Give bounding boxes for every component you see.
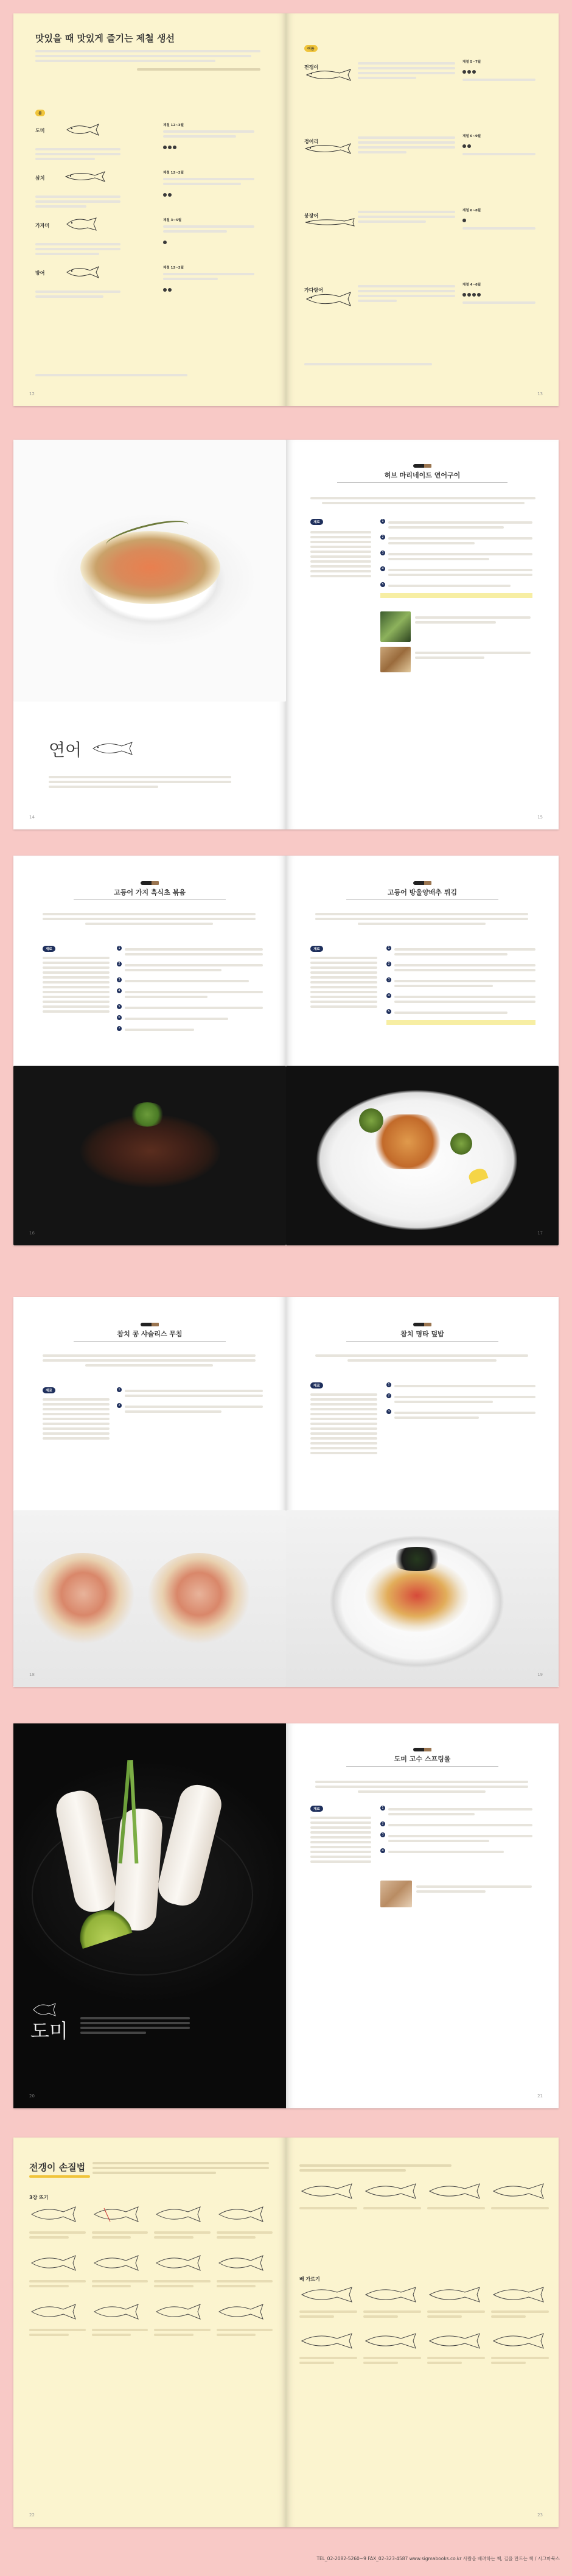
recipe-step: 4 [117,988,263,1001]
fish-name: 전갱이 [304,65,319,70]
page-number: 20 [29,2094,35,2099]
recipe-step: 3 [386,977,535,990]
recipe-step: 2 [117,1403,263,1415]
spread-mackerel [13,856,559,1245]
prep-step [491,2180,549,2212]
prep-step [491,2284,549,2320]
knife-icon [141,1323,159,1326]
fish-sketch-icon [299,2330,354,2352]
ingredient-list [310,1814,371,1865]
rating-dots [462,287,535,299]
step-grid-top [299,2180,549,2265]
recipe-step: 3 [380,551,532,563]
season-month: 제철 12~2월 [163,266,184,270]
recipe-header [286,1748,559,1767]
knife-icon [413,464,431,468]
fish-label: 연어 [49,740,82,760]
recipe-step: 4 [380,1848,532,1856]
fish-entry [304,134,542,208]
recipe-step: 1 [117,946,263,958]
knife-icon [413,881,431,885]
step-grid-bottom [299,2284,549,2497]
prep-step [29,2251,86,2290]
prep-step [92,2251,148,2290]
recipe-step: 3 [380,1832,532,1845]
recipe-title: 참치 콩 샤슬리스 무침 [117,1330,183,1338]
tray-caption [415,649,531,661]
recipe-step: 1 [380,1806,532,1818]
prep-step [427,2330,485,2367]
page-left [13,856,286,1245]
recipe-step: 2 [117,962,263,974]
fish-list [35,123,273,313]
fish-entry [304,60,542,134]
recipe-title: 고등어 가지 흑식초 볶음 [114,889,186,896]
ingredients-badge: 재료 [43,946,55,952]
fish-sketch-icon [363,2180,418,2202]
fish-name: 정어리 [304,139,319,144]
recipe-header [13,881,286,900]
rating-dots [163,283,254,294]
page-number: 17 [537,1231,543,1236]
fish-illustration-icon [65,266,101,279]
prep-step [363,2284,421,2320]
page-number: 16 [29,1231,35,1236]
fish-entry [35,266,273,313]
recipe-step: 2 [380,1821,532,1829]
fish-illustration-icon [304,217,355,228]
recipe-title: 허브 마리네이드 연어구이 [384,471,461,479]
recipe-title: 고등어 방울양배추 튀김 [388,889,457,896]
section-label: 3장 뜨기 [29,2195,49,2200]
recipe-title: 참치 명타 덮밥 [400,1330,444,1338]
recipe-header [286,881,559,900]
fish-illustration-icon [304,143,353,155]
fish-sketch-icon [154,2202,203,2226]
fish-name: 붕장어 [304,213,319,219]
page-right [286,440,559,829]
page-number: 13 [537,392,543,396]
prep-step [217,2251,273,2290]
tuna-rice-bowl-photo [286,1510,559,1687]
prep-step [491,2330,549,2367]
salmon-dish-photo [13,440,286,702]
recipe-step: 4 [380,566,532,579]
recipe-steps [386,1382,535,1425]
recipe-step: 3 [386,1409,535,1421]
page-title: 맛있을 때 맛있게 즐기는 제철 생선 [35,33,175,44]
recipe-step: 5 [117,1004,263,1012]
page-number: 23 [537,2513,543,2518]
recipe-step: 2 [386,1393,535,1406]
season-month: 제철 12~3월 [163,124,184,127]
fish-sketch-icon [299,2180,354,2202]
ingredients-badge: 재료 [310,519,323,525]
spread-fish-prep [13,2138,559,2527]
fish-sketch-icon [363,2284,418,2306]
eggplant-dish-photo [13,1066,286,1245]
season-month: 제철 5~7월 [462,60,481,64]
prep-step [154,2300,211,2338]
ingredient-list [310,1391,377,1457]
recipe-intro [43,910,256,927]
fish-list [304,60,542,357]
page-left [13,13,286,406]
fish-sketch-icon [217,2300,265,2324]
recipe-step: 7 [117,1026,263,1033]
recipe-header [286,1323,559,1342]
ingredients-badge: 재료 [43,1387,55,1393]
season-chip: 봄 [35,110,45,116]
recipe-step: 3 [117,977,263,985]
page-left [13,1297,286,1687]
page-number: 15 [537,815,543,820]
ingredient-list [43,1396,110,1442]
fish-sketch-icon [427,2330,482,2352]
fish-sketch-icon [29,2251,78,2275]
ingredient-list [310,529,371,580]
ingredient-list [43,954,110,1015]
season-chip: 여름 [304,45,318,52]
recipe-steps [117,1387,263,1419]
page-number: 22 [29,2513,35,2518]
footnote [35,371,187,379]
intro-note [35,66,260,73]
footnote [304,361,432,368]
fish-sketch-icon [92,2300,141,2324]
fish-entry [35,171,273,218]
spring-roll-photo [13,1723,286,2108]
page-number: 14 [29,815,35,820]
prep-step [154,2251,211,2290]
fish-name: 가자미 [35,223,50,228]
recipe-intro [315,1352,528,1364]
fish-sketch-icon [363,2330,418,2352]
page-left [13,2138,286,2527]
recipe-steps [380,519,532,598]
recipe-step: 5 [386,1009,535,1016]
fish-sketch-icon [491,2284,546,2306]
fish-sketch-icon [299,2284,354,2306]
recipe-step: 1 [386,946,535,958]
season-month: 제철 6~9월 [462,135,481,138]
rating-dots [462,65,535,76]
prep-step [92,2300,148,2338]
prep-step [427,2284,485,2320]
ingredients-badge: 재료 [310,1806,323,1812]
page-right [286,2138,559,2527]
season-month: 제철 12~2월 [163,171,184,175]
page-number: 12 [29,392,35,396]
step-grid [29,2202,273,2507]
recipe-step: 5 [380,582,532,589]
rating-dots [163,235,254,247]
prep-step [154,2202,211,2241]
rice-paper-photo [380,1881,412,1907]
spread-tuna [13,1297,559,1687]
knife-icon [413,1323,431,1326]
fish-name: 가다랑어 [304,287,323,293]
rating-dots [163,188,254,199]
sea-bream-illustration-icon [32,2002,57,2017]
season-month: 제철 6~8월 [462,209,481,213]
prep-step [29,2202,86,2241]
recipe-title: 도미 고수 스프링롤 [394,1755,451,1763]
tray-photo [380,647,411,672]
recipe-step: 1 [386,1382,535,1390]
fish-sketch-icon [29,2300,78,2324]
fish-illustration-icon [65,171,107,183]
page-number: 19 [537,1672,543,1677]
fish-name: 삼치 [35,175,45,181]
rice-paper-caption [416,1883,532,1895]
section-heading [29,2190,49,2201]
recipe-intro [310,494,535,507]
recipe-header [13,1323,286,1342]
prep-step [427,2180,485,2212]
fish-illustration-icon [65,123,101,136]
tuna-bean-salad-photo [13,1510,286,1687]
recipe-intro [315,910,528,927]
prep-step [217,2300,273,2338]
fish-sketch-icon [154,2251,203,2275]
section-heading [299,2272,320,2283]
fish-label: 도미 [30,2019,68,2043]
fish-name: 방어 [35,270,45,276]
fish-sketch-icon [217,2251,265,2275]
spread-sea-bream [13,1723,559,2108]
recipe-step: 2 [386,962,535,974]
page-right [286,1297,559,1687]
prep-step [299,2330,357,2367]
fish-illustration-icon [304,68,353,82]
fish-sketch-icon [491,2330,546,2352]
fish-sketch-icon [154,2300,203,2324]
page-left [13,440,286,829]
fish-entry [304,208,542,283]
recipe-header [286,464,559,483]
fish-name: 도미 [35,128,45,133]
recipe-step: 6 [117,1015,263,1022]
intro-text [49,773,231,790]
intro-text [35,48,260,65]
recipe-step: 4 [386,993,535,1005]
prep-step [92,2202,148,2241]
page-title: 전갱이 손질법 [29,2162,86,2173]
fish-sketch-icon [92,2251,141,2275]
page-right [286,856,559,1245]
ingredients-badge: 재료 [310,946,323,952]
season-month: 제철 4~6월 [462,283,481,287]
recipe-intro [315,1778,528,1795]
fish-sketch-icon [491,2180,546,2202]
section-label: 배 가르기 [299,2276,320,2282]
rating-dots [462,213,535,225]
intro-text [299,2162,452,2174]
recipe-step: 2 [380,535,532,547]
recipe-steps [386,946,535,1025]
page-number: 21 [537,2094,543,2099]
prep-step [217,2202,273,2241]
page-right [286,1723,559,2108]
recipe-steps [380,1806,532,1859]
fish-sketch-icon [427,2180,482,2202]
fish-entry [35,123,273,171]
prep-step [299,2180,357,2212]
fried-mackerel-photo [286,1066,559,1245]
fish-illustration-icon [65,217,99,231]
fish-sketch-icon [217,2202,265,2226]
rating-dots [163,140,254,152]
fish-sketch-icon [29,2202,78,2226]
page-right [286,13,559,406]
herb-caption [415,614,531,626]
spread-seasonal-fish [13,13,559,406]
recipe-step: 1 [117,1387,263,1399]
prep-step [363,2330,421,2367]
salmon-illustration-icon [91,741,134,756]
intro-text [80,2015,190,2036]
knife-icon [413,1748,431,1751]
intro-text [92,2159,269,2177]
ingredients-badge: 재료 [310,1382,323,1388]
spread-salmon [13,440,559,829]
fish-illustration-icon [304,291,353,307]
recipe-step: 1 [380,519,532,531]
ingredient-list [310,954,377,1010]
herb-photo [380,611,411,642]
rating-dots [462,139,535,150]
fish-entry [35,218,273,266]
recipe-intro [43,1352,256,1369]
recipe-steps [117,946,263,1037]
footer-contact: TEL_02-2082-5260~9 FAX_02-323-4587 www.sigmabooks.co.kr 사람을 배려하는 책, 길을 만드는 책 / 시그마북스 [316,2556,560,2561]
knife-icon [141,881,159,885]
prep-step [299,2284,357,2320]
fish-sketch-icon [427,2284,482,2306]
fish-sketch-icon [92,2202,141,2226]
title-underline [29,2175,90,2178]
prep-step [363,2180,421,2212]
page-left [13,1723,286,2108]
season-month: 제철 3~5월 [163,219,182,222]
prep-step [29,2300,86,2338]
fish-entry [304,283,542,357]
page-number: 18 [29,1672,35,1677]
